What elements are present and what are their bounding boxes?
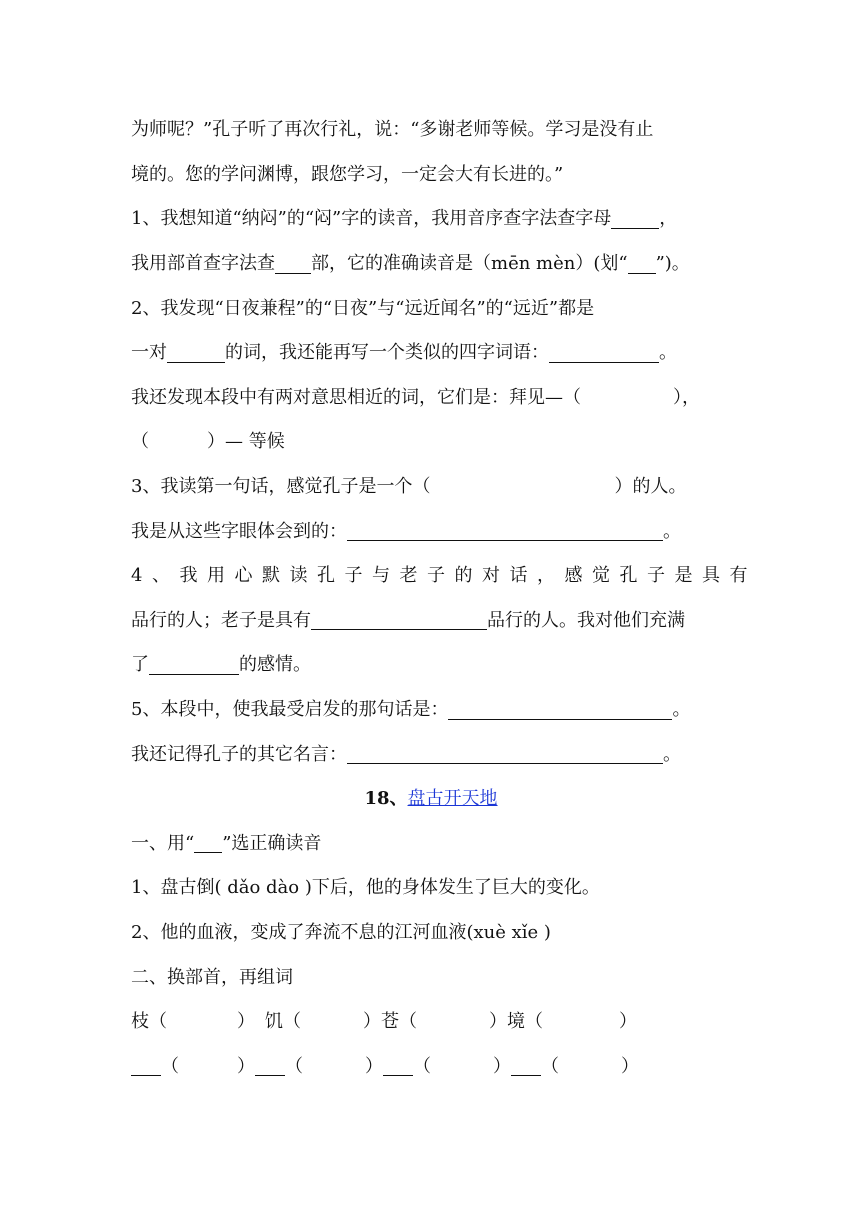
- answer-blank[interactable]: [347, 745, 663, 764]
- q5-text-b: 我还记得孔子的其它名言：: [131, 743, 347, 765]
- q3-text-a: 3、我读第一句话，感觉孔子是一个（: [131, 476, 431, 498]
- lesson-number: 18、: [364, 788, 408, 810]
- paren-close: ）: [619, 1011, 637, 1033]
- char-4: 境: [507, 1011, 525, 1033]
- part2-heading-text: 二、换部首，再组词: [131, 966, 293, 988]
- q5-line-b: [131, 732, 731, 777]
- q3-line-a: [131, 465, 731, 510]
- paren-close: ）: [237, 1011, 255, 1033]
- answer-blank[interactable]: [275, 255, 311, 274]
- worksheet: [131, 108, 757, 1089]
- q4-text-b: 品行的人；老子是具有: [131, 609, 311, 631]
- answer-blank[interactable]: [448, 701, 672, 720]
- q1-text-b-post: ”)。: [655, 253, 690, 275]
- q1-line-a: [131, 197, 731, 242]
- paren-close: ）: [489, 1011, 507, 1033]
- answer-blank[interactable]: [611, 210, 659, 229]
- q3-line-b: [131, 509, 731, 554]
- q2-text-d-post: ）— 等候: [207, 431, 285, 453]
- paren-open: （: [399, 1011, 417, 1033]
- paren-open: （: [285, 1055, 303, 1077]
- answer-blank[interactable]: [311, 611, 487, 630]
- q4-line-a: [131, 554, 757, 599]
- q2-text-b-mid: 的词，我还能再写一个类似的四字词语：: [225, 342, 549, 364]
- part1-heading: [131, 822, 731, 867]
- q2-line-c: [131, 376, 731, 421]
- q3-text-b-post: 。: [663, 520, 681, 542]
- passage-line-1: [131, 108, 731, 153]
- q2-line-d: [131, 420, 731, 465]
- paren-open: （: [161, 1055, 179, 1077]
- part2-row-1: [131, 1000, 731, 1045]
- q2-line-b: [131, 331, 731, 376]
- q1-text-b-mid: 部，它的准确读音是（mēn mèn）(划“: [311, 253, 628, 275]
- answer-blank[interactable]: [347, 522, 663, 541]
- answer-blank[interactable]: [131, 1057, 161, 1076]
- q1-text-a-post: ，: [659, 208, 678, 230]
- answer-blank[interactable]: [628, 255, 656, 274]
- char-2: 饥: [265, 1011, 283, 1033]
- paren-open: （: [525, 1011, 543, 1033]
- q2-text-b-post: 。: [659, 342, 677, 364]
- q3-text-a-post: ）的人。: [614, 476, 687, 498]
- q4-line-c: [131, 643, 731, 688]
- answer-blank[interactable]: [511, 1057, 541, 1076]
- paren-close: ）: [363, 1011, 381, 1033]
- part2-row-2: [131, 1044, 731, 1089]
- q4-text-a: 4、我用心默读孔子与老子的对话，感觉孔子是具有: [131, 565, 757, 587]
- q1-line-b: [131, 242, 731, 287]
- paren-open: （: [149, 1011, 167, 1033]
- part1-item-1-text: 1、盘古倒( dǎo dào )下后，他的身体发生了巨大的变化。: [131, 877, 600, 899]
- q2-text-c-post: ），: [673, 386, 700, 408]
- paren-close: ）: [237, 1055, 255, 1077]
- answer-blank[interactable]: [255, 1057, 285, 1076]
- part1-item-1: [131, 866, 731, 911]
- paren-close: ）: [493, 1055, 511, 1077]
- passage-line-2: [131, 153, 731, 198]
- q2-text-d: （: [131, 431, 149, 453]
- passage-text-2: 境的。您的学问渊博，跟您学习，一定会大有长进的。”: [131, 163, 564, 185]
- q5-text-a: 5、本段中，使我最受启发的那句话是：: [131, 699, 449, 721]
- q2-text-c: 我还发现本段中有两对意思相近的词，它们是：拜见—（: [131, 386, 581, 408]
- q5-line-a: [131, 688, 731, 733]
- part1-heading-post: ”选正确读音: [222, 832, 322, 854]
- part1-heading-text: 一、用“: [131, 832, 195, 854]
- paren-close: ）: [621, 1055, 639, 1077]
- q2-text-b: 一对: [131, 342, 167, 364]
- paren-open: （: [541, 1055, 559, 1077]
- q1-text-a: 1、我想知道“纳闷”的“闷”字的读音，我用音序查字法查字母: [131, 208, 612, 230]
- char-3: 苍: [381, 1011, 399, 1033]
- answer-blank[interactable]: [549, 344, 659, 363]
- answer-blank[interactable]: [383, 1057, 413, 1076]
- q5-text-b-post: 。: [663, 743, 681, 765]
- part1-item-2: [131, 911, 731, 956]
- q4-text-c: 了: [131, 654, 149, 676]
- paren-open: （: [413, 1055, 431, 1077]
- q1-text-b: 我用部首查字法查: [131, 253, 275, 275]
- part1-item-2-text: 2、他的血液，变成了奔流不息的江河血液(xuè xǐe ): [131, 921, 551, 943]
- answer-blank[interactable]: [167, 344, 225, 363]
- q4-text-b-post: 品行的人。我对他们充满: [487, 609, 685, 631]
- char-1: 枝: [131, 1011, 149, 1033]
- lesson-title-link[interactable]: 盘古开天地: [407, 788, 498, 810]
- q2-line-a: [131, 286, 731, 331]
- paren-open: （: [283, 1011, 301, 1033]
- passage-text-1: 为师呢？”孔子听了再次行礼，说：“多谢老师等候。学习是没有止: [131, 119, 654, 141]
- q3-text-b: 我是从这些字眼体会到的：: [131, 520, 347, 542]
- underline-sample: [194, 834, 222, 853]
- lesson-title: [131, 777, 731, 822]
- q2-text-a: 2、我发现“日夜兼程”的“日夜”与“远近闻名”的“远近”都是: [131, 297, 595, 319]
- q5-text-a-post: 。: [672, 699, 691, 721]
- q4-line-b: [131, 599, 731, 644]
- part2-heading: [131, 955, 731, 1000]
- answer-blank[interactable]: [149, 656, 239, 675]
- paren-close: ）: [365, 1055, 383, 1077]
- q4-text-c-post: 的感情。: [239, 654, 311, 676]
